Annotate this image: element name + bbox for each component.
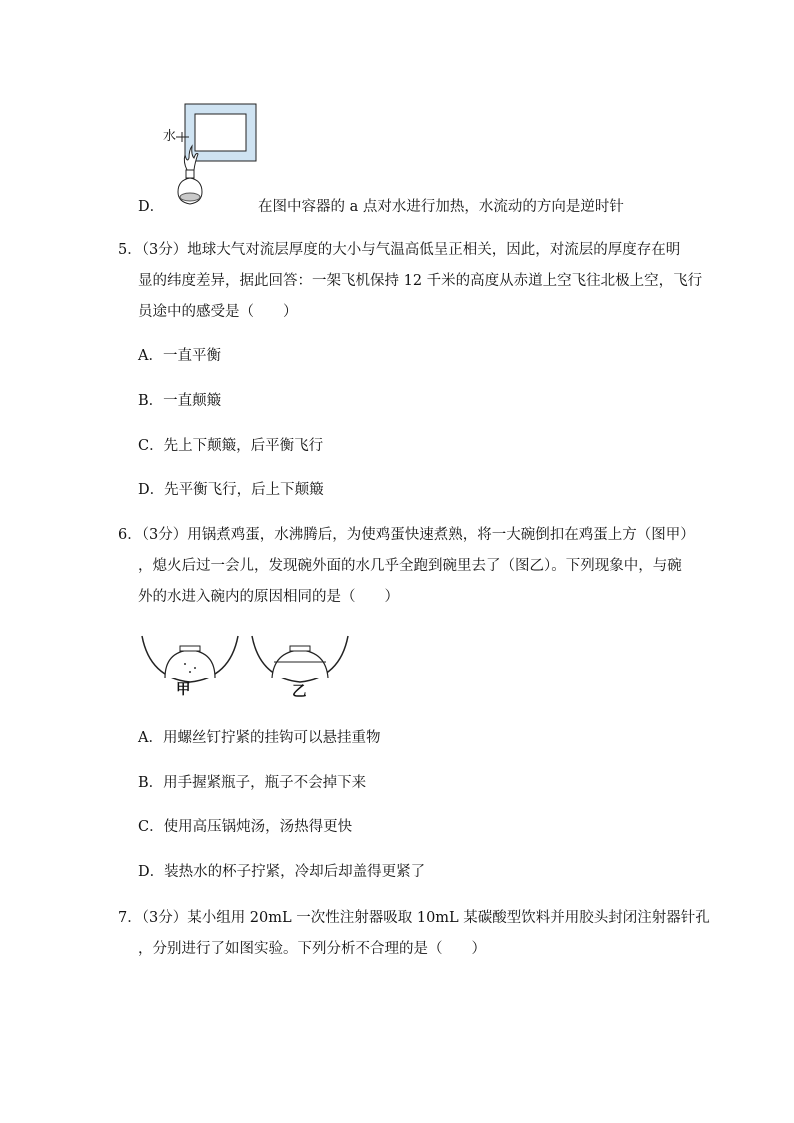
q5-option-c: C．先上下颠簸，后平衡飞行	[138, 438, 324, 454]
q5-stem-line-1: 5．（3分）地球大气对流层厚度的大小与气温高低呈正相关，因此，对流层的厚度存在明	[118, 242, 681, 258]
bowl-dome	[272, 650, 328, 678]
q4-water-label: 水	[163, 129, 177, 144]
q6-stem-line-2: ，熄火后过一会儿，发现碗外面的水几乎全跑到碗里去了（图乙）。下列现象中，与碗	[138, 558, 682, 574]
q6-stem-line-1: 6．（3分）用锅煮鸡蛋，水沸腾后，为使鸡蛋快速煮熟，将一大碗倒扣在鸡蛋上方（图甲）	[118, 527, 695, 543]
q7-stem-line-1: 7．（3分）某小组用 20mL 一次性注射器吸取 10mL 某碳酸型饮料并用胶头封闭注射器针孔	[118, 910, 710, 926]
q5-option-d: D．先平衡飞行，后上下颠簸	[138, 482, 324, 498]
q4-option-d-letter: D．	[138, 199, 165, 215]
container-inner	[195, 114, 246, 151]
alcohol-lamp-icon	[178, 170, 202, 204]
bowl-rim	[180, 646, 200, 651]
q5-stem-line-3: 员途中的感受是（ ）	[138, 304, 298, 320]
q4-option-d-text: 在图中容器的 a 点对水进行加热，水流动的方向是逆时针	[258, 199, 624, 215]
q5-option-b: B．一直颠簸	[138, 393, 222, 409]
q5-option-a: A．一直平衡	[138, 348, 221, 364]
q7-stem-line-2: ，分别进行了如图实验。下列分析不合理的是（ ）	[138, 941, 486, 957]
q6-label-yi: 乙	[292, 683, 307, 700]
bowl-rim	[290, 646, 310, 651]
q6-option-a: A．用螺丝钉拧紧的挂钩可以悬挂重物	[138, 730, 381, 746]
q6-option-b: B．用手握紧瓶子，瓶子不会掉下来	[138, 775, 367, 791]
q6-label-jia: 甲	[176, 681, 191, 698]
q6-stem-line-3: 外的水进入碗内的原因相同的是（ ）	[138, 589, 399, 605]
q4-figure-heating-container	[160, 100, 270, 215]
q6-option-c: C．使用高压锅炖汤，汤热得更快	[138, 819, 353, 835]
bowl-dome	[165, 650, 215, 678]
q6-option-d: D．装热水的杯子拧紧，冷却后却盖得更紧了	[138, 864, 426, 880]
q5-stem-line-2: 显的纬度差异，据此回答：一架飞机保持 12 千米的高度从赤道上空飞往北极上空，飞行	[138, 273, 703, 289]
